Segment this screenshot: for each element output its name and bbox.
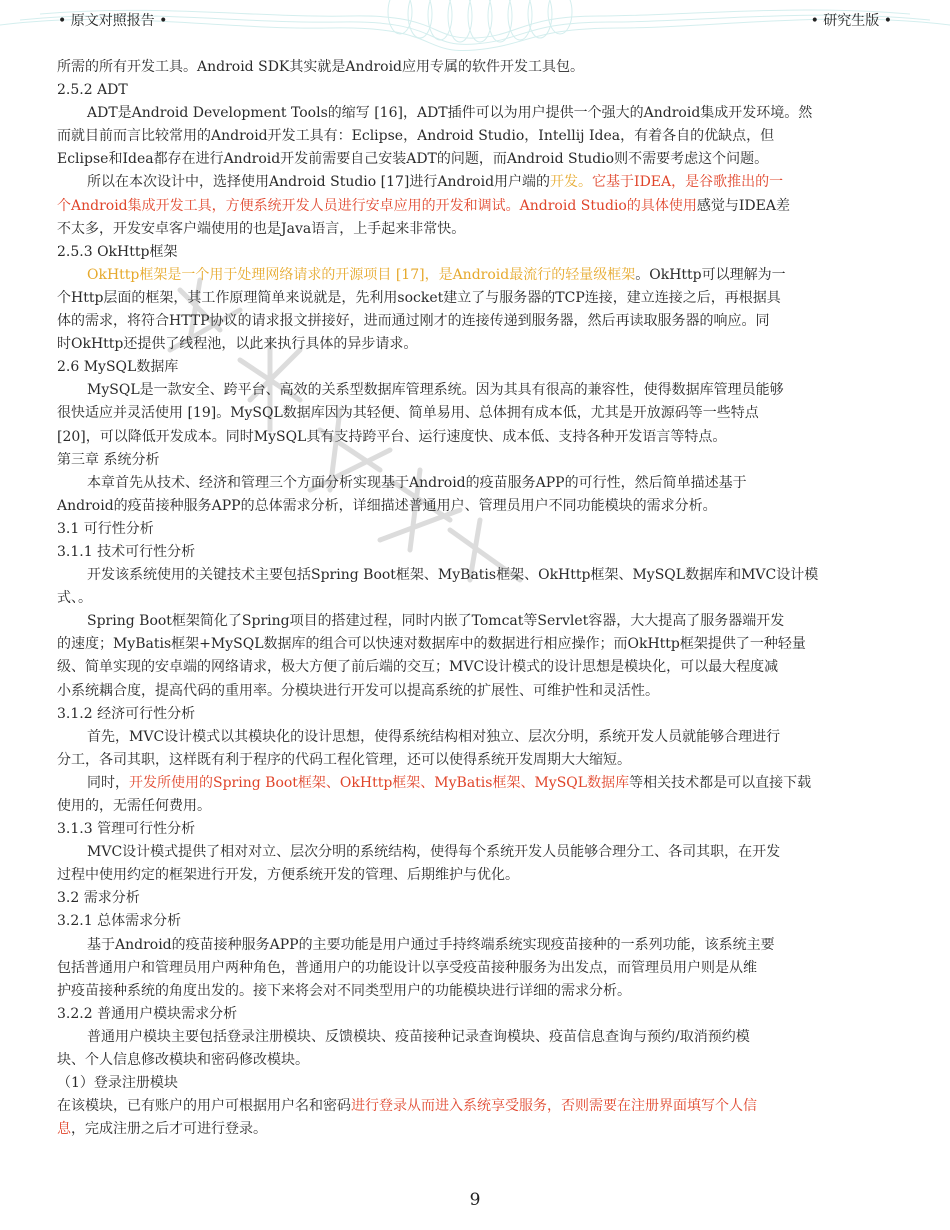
highlight-yellow: 开发。 — [550, 174, 593, 191]
paragraph-line: 体的需求，将符合HTTP协议的请求报文拼接好，进而通过刚才的连接传递到服务器，然后再读取服务器的响应。同 — [57, 313, 770, 330]
paragraph-line: Android的疫苗接种服务APP的总体需求分析，详细描述普通用户、管理员用户不同功能模块的需求分析。 — [57, 497, 717, 514]
paragraph-line: 级、简单实现的安卓端的网络请求，极大方便了前后端的交互；MVC设计模式的设计思想是模块化，可以最大程度减 — [57, 659, 779, 676]
paragraph-line: [20]，可以降低开发成本。同时MySQL具有支持跨平台、运行速度快、成本低、支持各种开发语言等特点。 — [57, 428, 727, 445]
paragraph-line: 护疫苗接种系统的角度出发的。接下来将会对不同类型用户的功能模块进行详细的需求分析。 — [57, 982, 631, 999]
section-heading: 3.2.2 普通用户模块需求分析 — [57, 1005, 238, 1022]
paragraph-line: 同时，开发所使用的Spring Boot框架、OkHttp框架、MyBatis框架、MySQL数据库等相关技术都是可以直接下载 — [87, 774, 812, 791]
paragraph-line: 个Http层面的框架，其工作原理简单来说就是，先利用socket建立了与服务器的TCP连接，建立连接之后，再根据具 — [57, 289, 781, 306]
paragraph-line: 的速度；MyBatis框架+MySQL数据库的组合可以快速对数据库中的数据进行相应操作；而OkHttp框架提供了一种轻量 — [57, 636, 806, 653]
paragraph-line: 过程中使用约定的框架进行开发，方便系统开发的管理、后期维护与优化。 — [57, 867, 519, 884]
highlight-red: 个Android集成开发工具，方便系统开发人员进行安卓应用的开发和调试。Android Studio的具体使用 — [57, 197, 697, 214]
document-body — [57, 56, 883, 1141]
paragraph-line: 时OkHttp还提供了线程池，以此来执行具体的异步请求。 — [57, 336, 418, 353]
paragraph-line: 普通用户模块主要包括登录注册模块、反馈模块、疫苗接种记录查询模块、疫苗信息查询与预约/取消预约模 — [87, 1028, 750, 1045]
section-heading: 2.5.3 OkHttp框架 — [57, 243, 178, 260]
section-heading: 3.1.2 经济可行性分析 — [57, 705, 196, 722]
section-heading: 2.5.2 ADT — [57, 82, 128, 99]
paragraph-line: MVC设计模式提供了相对对立、层次分明的系统结构，使得每个系统开发人员能够合理分工、各司其职，在开发 — [87, 844, 781, 861]
highlight-red: 进行登录从而进入系统享受服务，否则需要在注册界面填写个人信 — [351, 1098, 757, 1115]
paragraph-line: 小系统耦合度，提高代码的重用率。分模块进行开发可以提高系统的扩展性、可维护性和灵活性。 — [57, 682, 659, 699]
paragraph-line: MySQL是一款安全、跨平台、高效的关系型数据库管理系统。因为其具有很高的兼容性，使得数据库管理员能够 — [87, 382, 784, 399]
chapter-heading: 第三章 系统分析 — [57, 451, 160, 468]
subsection-heading: （1）登录注册模块 — [57, 1075, 178, 1092]
page-header — [58, 10, 892, 30]
section-heading: 3.2.1 总体需求分析 — [57, 913, 182, 930]
highlight-red: 它基于IDEA，是谷歌推出的一 — [592, 174, 784, 191]
paragraph-line: 在该模块，已有账户的用户可根据用户名和密码进行登录从而进入系统享受服务，否则需要在注册界面填写个人信 — [57, 1098, 757, 1115]
highlight-yellow: OkHttp框架是一个用于处理网络请求的开源项目 [17]，是Android最流行的轻量级框架 — [87, 266, 636, 283]
section-heading: 3.1 可行性分析 — [57, 520, 154, 537]
text-line: 所需的所有开发工具。Android SDK其实就是Android应用专属的软件开发工具包。 — [57, 59, 585, 75]
section-heading: 3.1.3 管理可行性分析 — [57, 821, 196, 838]
page-number: 9 — [469, 1190, 481, 1210]
paragraph-line: 式、。 — [57, 590, 92, 607]
paragraph-line: 分工，各司其职，这样既有利于程序的代码工程化管理，还可以使得系统开发周期大大缩短。 — [57, 751, 631, 768]
paragraph-line: 很快适应并灵活使用 [19]。MySQL数据库因为其轻便、简单易用、总体拥有成本低，尤其是开放源码等一些特点 — [57, 405, 759, 422]
highlight-red: 息 — [57, 1121, 71, 1138]
section-heading: 3.2 需求分析 — [57, 890, 140, 907]
paragraph-line: 包括普通用户和管理员用户两种角色，普通用户的功能设计以享受疫苗接种服务为出发点，而管理员用户则是从维 — [57, 959, 757, 976]
paragraph-line: 所以在本次设计中，选择使用Android Studio [17]进行Android用户端的开发。它基于IDEA，是谷歌推出的一 — [87, 174, 784, 191]
paragraph-line: Eclipse和Idea都存在进行Android开发前需要自己安装ADT的问题，而Android Studio则不需要考虑这个问题。 — [57, 151, 769, 168]
paragraph-line: 本章首先从技术、经济和管理三个方面分析实现基于Android的疫苗服务APP的可行性，然后简单描述基于 — [87, 474, 747, 491]
header-edition: • 研究生版 • — [810, 13, 892, 29]
highlight-red: 开发所使用的Spring Boot框架、OkHttp框架、MyBatis框架、MySQL数据库 — [129, 774, 630, 791]
paragraph-line: 开发该系统使用的关键技术主要包括Spring Boot框架、MyBatis框架、OkHttp框架、MySQL数据库和MVC设计模 — [87, 567, 819, 584]
paragraph-line: 使用的，无需任何费用。 — [57, 798, 211, 814]
paragraph-line: Spring Boot框架简化了Spring项目的搭建过程，同时内嵌了Tomcat等Servlet容器，大大提高了服务器端开发 — [87, 613, 785, 630]
paragraph-line: 不太多，开发安卓客户端使用的也是Java语言，上手起来非常快。 — [57, 220, 466, 237]
header-report-type: • 原文对照报告 • — [58, 13, 168, 29]
section-heading: 3.1.1 技术可行性分析 — [57, 543, 196, 560]
paragraph-line: ADT是Android Development Tools的缩写 [16]，ADT插件可以为用户提供一个强大的Android集成开发环境。然 — [87, 105, 813, 122]
paragraph-line: OkHttp框架是一个用于处理网络请求的开源项目 [17]，是Android最流行的轻量级框架。OkHttp可以理解为一 — [87, 266, 786, 283]
paragraph-line: 息，完成注册之后才可进行登录。 — [57, 1121, 267, 1138]
paragraph-line: 首先，MVC设计模式以其模块化的设计思想，使得系统结构相对独立、层次分明，系统开发人员就能够合理进行 — [87, 728, 781, 745]
paragraph-line: 块、个人信息修改模块和密码修改模块。 — [57, 1052, 309, 1069]
section-heading: 2.6 MySQL数据库 — [57, 359, 179, 376]
paragraph-line: 基于Android的疫苗接种服务APP的主要功能是用户通过手持终端系统实现疫苗接种的一系列功能，该系统主要 — [87, 936, 775, 953]
paragraph-line: 个Android集成开发工具，方便系统开发人员进行安卓应用的开发和调试。Android Studio的具体使用感觉与IDEA差 — [57, 197, 790, 214]
paragraph-line: 而就目前而言比较常用的Android开发工具有：Eclipse，Android Studio，Intellij Idea，有着各自的优缺点，但 — [57, 128, 775, 145]
